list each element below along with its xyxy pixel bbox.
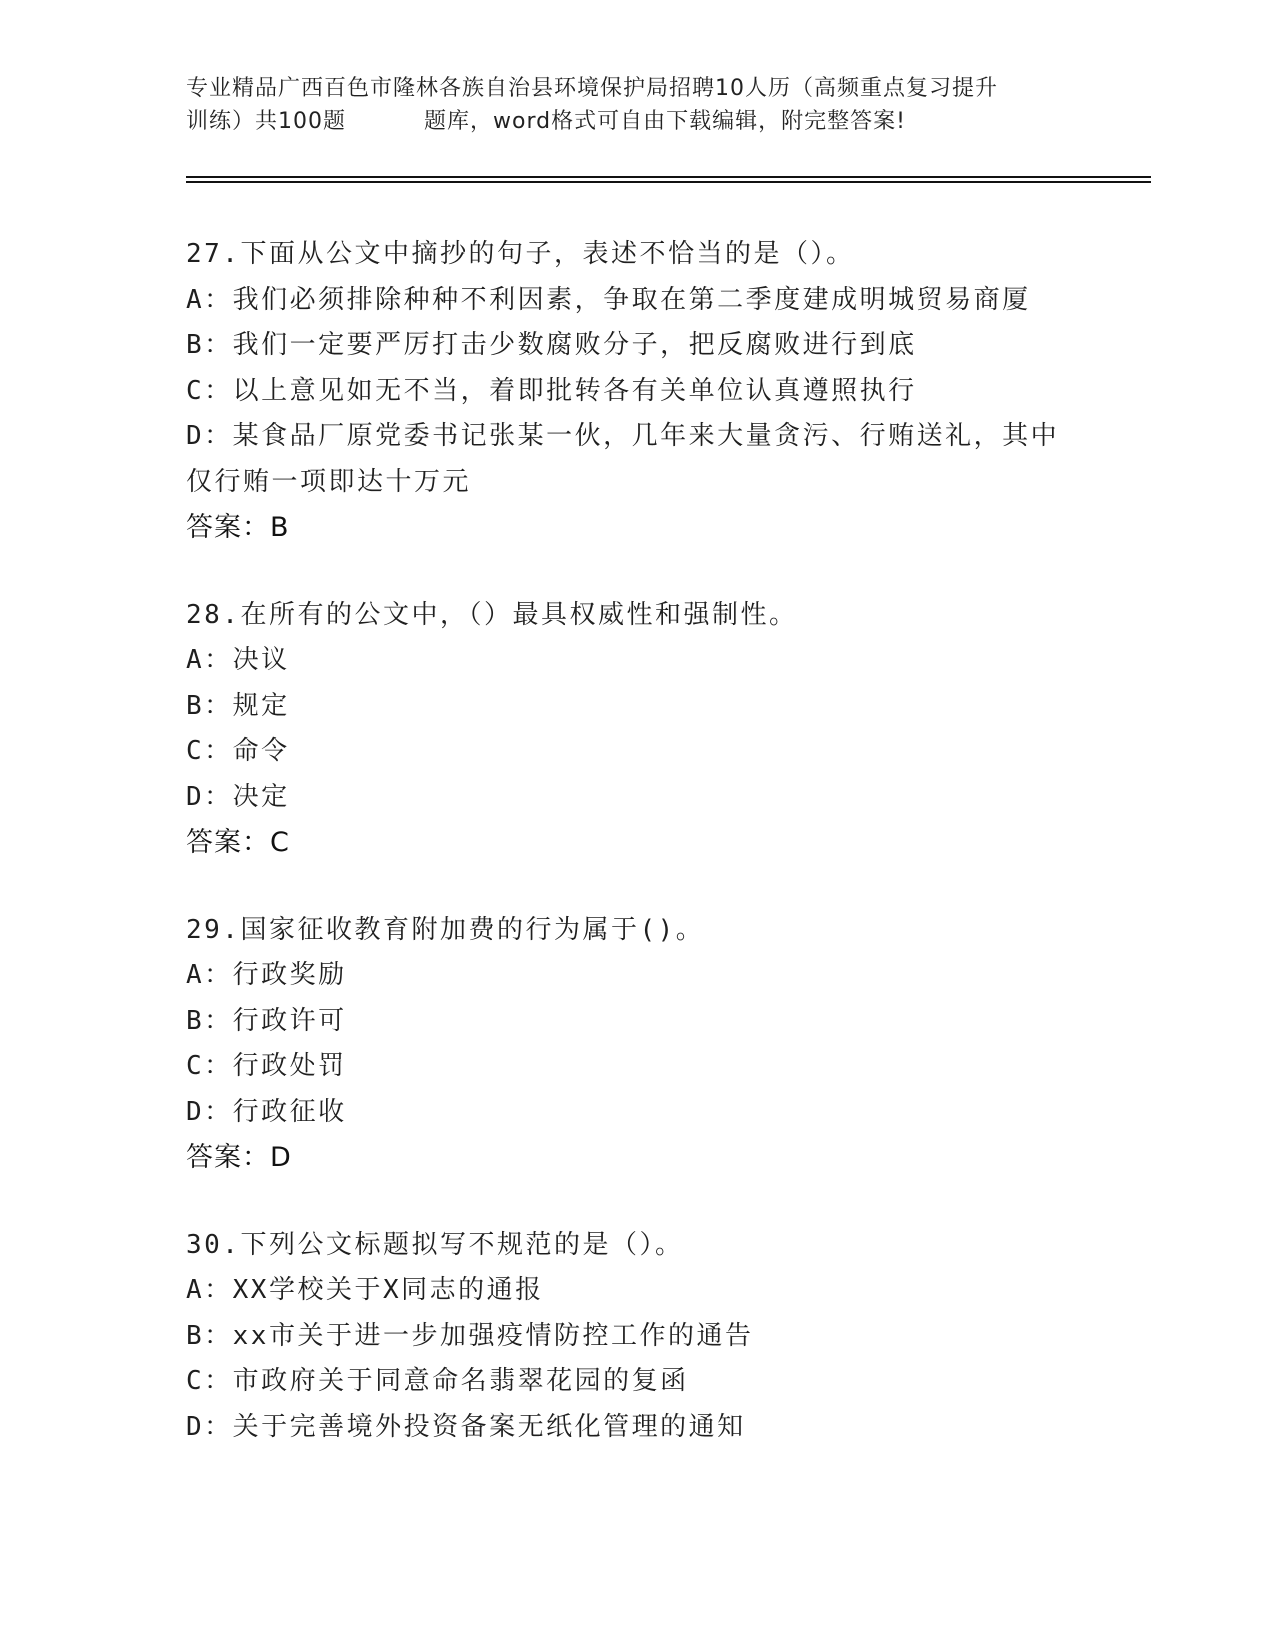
- option-c: C：市政府关于同意命名翡翠花园的复函: [186, 1366, 689, 1396]
- option-b: B：行政许可: [186, 1005, 347, 1036]
- option-d: D：某食品厂原党委书记张某一伙，几年来大量贪污、行贿送礼，其中: [186, 421, 1060, 451]
- header-divider-top: [186, 176, 1151, 178]
- option-a: A：决议: [186, 645, 290, 675]
- header-title-line-2: [186, 105, 1086, 138]
- question-list: [186, 232, 1086, 1492]
- question-30: [186, 1223, 1086, 1451]
- option-c: C：以上意见如无不当，着即批转各有关单位认真遵照执行: [186, 375, 917, 406]
- question-28: [186, 593, 1086, 866]
- answer-label: 答案：B: [186, 512, 290, 543]
- option-b: B：我们一定要严厉打击少数腐败分子，把反腐败进行到底: [186, 330, 917, 360]
- option-d: D：决定: [186, 781, 290, 812]
- question-29: [186, 908, 1086, 1181]
- question-stem: 30.下列公文标题拟写不规范的是（）。: [186, 1229, 684, 1260]
- option-d-continuation: 仅行贿一项即达十万元: [186, 466, 472, 497]
- option-b: B：xx市关于进一步加强疫情防控工作的通告: [186, 1320, 754, 1351]
- option-c: C：行政处罚: [186, 1051, 347, 1081]
- question-27: [186, 232, 1086, 551]
- option-b: B：规定: [186, 690, 290, 721]
- header-title-part-b: 题库，word格式可自由下载编辑，附完整答案!: [424, 109, 906, 134]
- question-stem: 29.国家征收教育附加费的行为属于()。: [186, 914, 705, 945]
- option-a: A：XX学校关于X同志的通报: [186, 1275, 544, 1305]
- header-divider-bottom: [186, 181, 1151, 183]
- option-a: A：我们必须排除种种不利因素，争取在第二季度建成明城贸易商厦: [186, 284, 1031, 315]
- option-a: A：行政奖励: [186, 960, 347, 990]
- question-stem: 28.在所有的公文中，（）最具权威性和强制性。: [186, 599, 798, 630]
- header-title-part-a: 训练）共100题: [186, 109, 346, 134]
- answer-label: 答案：C: [186, 827, 290, 858]
- option-c: C：命令: [186, 736, 290, 766]
- header-title-line-1: 专业精品广西百色市隆林各族自治县环境保护局招聘10人历（高频重点复习提升: [186, 76, 998, 101]
- option-d: D：行政征收: [186, 1096, 347, 1127]
- answer-label: 答案：D: [186, 1142, 292, 1173]
- document-header: [186, 72, 1086, 138]
- option-d: D：关于完善境外投资备案无纸化管理的通知: [186, 1411, 746, 1442]
- question-stem: 27.下面从公文中摘抄的句子，表述不恰当的是（）。: [186, 239, 855, 269]
